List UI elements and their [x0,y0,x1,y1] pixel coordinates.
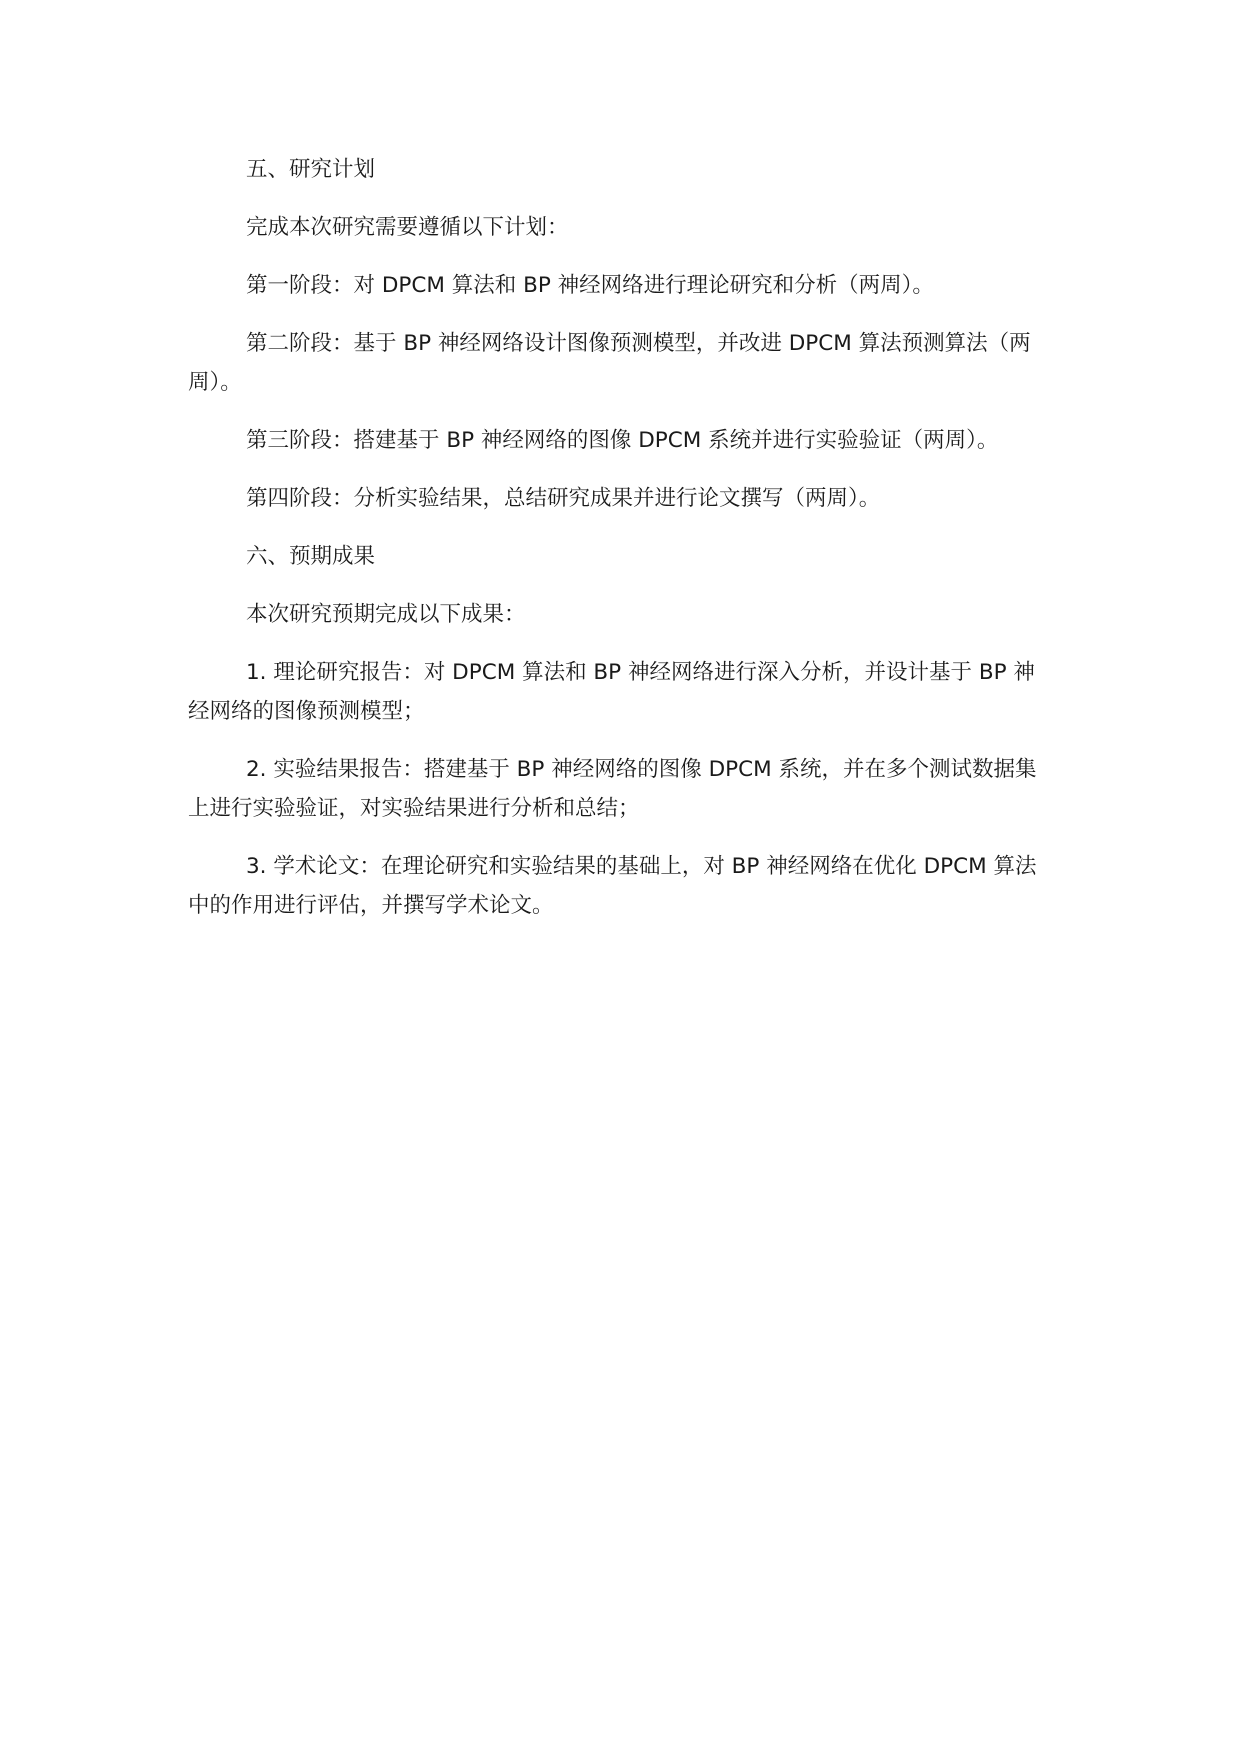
expected-result-2: 2. 实验结果报告：搭建基于 BP 神经网络的图像 DPCM 系统，并在多个测试数据集上进行实验验证，对实验结果进行分析和总结； [188,757,1037,821]
plan-stage-3: 第三阶段：搭建基于 BP 神经网络的图像 DPCM 系统并进行实验验证（两周）。 [246,428,999,453]
research-plan-intro: 完成本次研究需要遵循以下计划： [246,215,569,240]
section-heading-research-plan: 五、研究计划 [246,157,376,182]
expected-result-3: 3. 学术论文：在理论研究和实验结果的基础上，对 BP 神经网络在优化 DPCM 算法中的作用进行评估，并撰写学术论文。 [188,854,1037,918]
expected-results-intro: 本次研究预期完成以下成果： [246,602,526,627]
plan-stage-2: 第二阶段：基于 BP 神经网络设计图像预测模型，并改进 DPCM 算法预测算法（两周）。 [188,331,1031,395]
section-heading-expected-results: 六、预期成果 [246,544,376,569]
plan-stage-4: 第四阶段：分析实验结果，总结研究成果并进行论文撰写（两周）。 [246,486,881,511]
document-page [188,150,1054,944]
plan-stage-1: 第一阶段：对 DPCM 算法和 BP 神经网络进行理论研究和分析（两周）。 [246,273,934,298]
expected-result-1: 1. 理论研究报告：对 DPCM 算法和 BP 神经网络进行深入分析，并设计基于 BP 神经网络的图像预测模型； [188,660,1035,724]
